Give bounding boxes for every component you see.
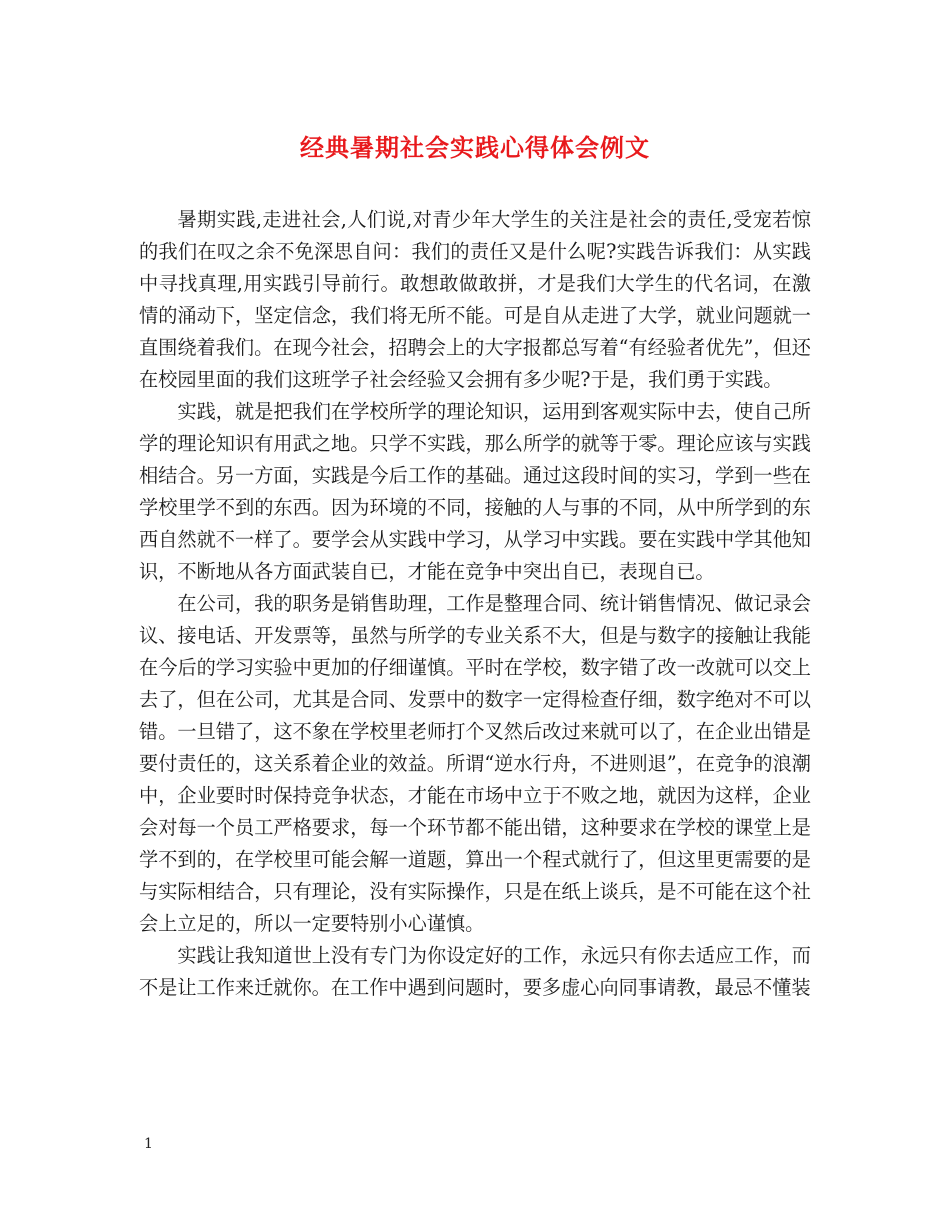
page-number: 1 bbox=[144, 1136, 153, 1152]
paragraph: 在公司，我的职务是销售助理，工作是整理合同、统计销售情况、做记录会议、接电话、开发票等，虽然与所学的专业关系不大，但是与数字的接触让我能在今后的学习实验中更加的仔细谨慎。平时在学校，数字错了改一改就可以交上去了，但在公司，尤其是合同、发票中的数字一定得检查仔细，数字绝对不可以错。一旦错了，这不象在学校里老师打个叉然后改过来就可以了，在企业出错是要付责任的，这关系着企业的效益。所谓“逆水行舟，不进则退”，在竞争的浪潮中，企业要时时保持竞争状态，才能在市场中立于不败之地，就因为这样，企业会对每一个员工严格要求，每一个环节都不能出错，这种要求在学校的课堂上是学不到的，在学校里可能会解一道题，算出一个程式就行了，但这里更需要的是与实际相结合，只有理论，没有实际操作，只是在纸上谈兵，是不可能在这个社会上立足的，所以一定要特别小心谨慎。 bbox=[139, 592, 811, 935]
paragraph: 实践让我知道世上没有专门为你设定好的工作，永远只有你去适应工作，而不是让工作来迁就你。在工作中遇到问题时，要多虚心向同事请教，最忌不懂装 bbox=[139, 944, 811, 999]
document-title: 经典暑期社会实践心得体会例文 bbox=[300, 133, 650, 162]
paragraph: 实践，就是把我们在学校所学的理论知识，运用到客观实际中去，使自己所学的理论知识有用武之地。只学不实践，那么所学的就等于零。理论应该与实践相结合。另一方面，实践是今后工作的基础。通过这段时间的实习，学到一些在学校里学不到的东西。因为环境的不同，接触的人与事的不同，从中所学到的东西自然就不一样了。要学会从实践中学习，从学习中实践。要在实践中学其他知识，不断地从各方面武装自已，才能在竞争中突出自已，表现自已。 bbox=[139, 400, 811, 583]
paragraph: 暑期实践,走进社会,人们说,对青少年大学生的关注是社会的责任,受宠若惊的我们在叹之余不免深思自问：我们的责任又是什么呢?实践告诉我们：从实践中寻找真理,用实践引导前行。敢想敢做敢拼，才是我们大学生的代名词，在激情的涌动下，坚定信念，我们将无所不能。可是自从走进了大学，就业问题就一直围绕着我们。在现今社会，招聘会上的大字报都总写着“有经验者优先”，但还在校园里面的我们这班学子社会经验又会拥有多少呢?于是，我们勇于实践。 bbox=[139, 208, 811, 391]
document-body bbox=[139, 204, 811, 1004]
